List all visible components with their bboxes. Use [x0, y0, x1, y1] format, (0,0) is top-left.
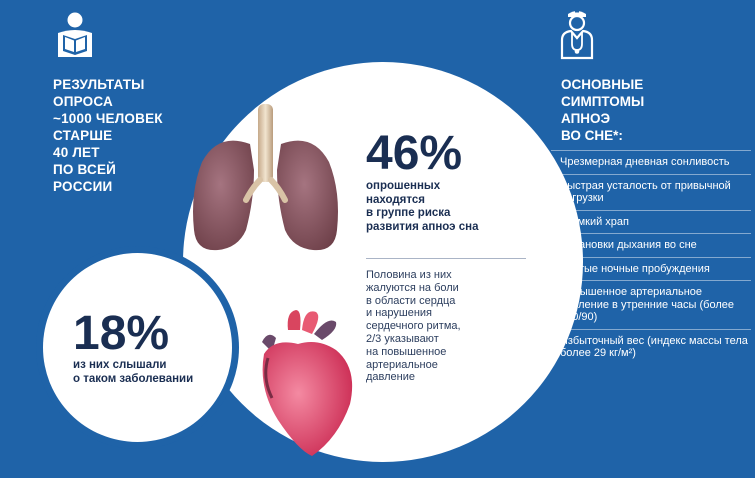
- survey-line: ПО ВСЕЙ: [53, 162, 117, 177]
- survey-line: РЕЗУЛЬТАТЫ: [53, 77, 145, 92]
- detail-line: артериальное: [366, 358, 438, 371]
- doctor-icon: [559, 8, 595, 60]
- detail-line: сердечного ритма,: [366, 320, 461, 333]
- survey-line: РОССИИ: [53, 179, 113, 194]
- awareness-line: о таком заболевании: [73, 373, 194, 385]
- symptoms-title-line: ОСНОВНЫЕ: [561, 77, 644, 92]
- awareness-description: [73, 358, 223, 386]
- survey-title: [53, 76, 203, 195]
- risk-line: развития апноэ сна: [366, 220, 479, 233]
- symptoms-title-line: АПНОЭ: [561, 111, 611, 126]
- symptom-item: Избыточный вес (индекс массы тела более 29 кг/м²): [551, 329, 751, 365]
- symptom-item: Чрезмерная дневная сонливость: [551, 150, 751, 174]
- person-reading-icon: [52, 11, 98, 59]
- survey-line: ~1000 ЧЕЛОВЕК: [53, 111, 163, 126]
- detail-line: на повышенное: [366, 345, 447, 358]
- detail-line: 2/3 указывают: [366, 332, 439, 345]
- symptom-item: Частые ночные пробуждения: [551, 257, 751, 281]
- detail-line: в области сердца: [366, 294, 456, 307]
- detail-text: [366, 269, 516, 384]
- survey-line: СТАРШЕ: [53, 128, 113, 143]
- symptoms-title-line: СИМПТОМЫ: [561, 94, 645, 109]
- detail-line: и нарушения: [366, 307, 433, 320]
- survey-line: 40 ЛЕТ: [53, 145, 100, 160]
- lungs-illustration: [188, 100, 343, 260]
- detail-line: Половина из них: [366, 269, 452, 281]
- detail-line: давление: [366, 371, 416, 384]
- detail-line: жалуются на боли: [366, 281, 459, 294]
- risk-description: [366, 180, 536, 234]
- symptoms-list: [551, 150, 751, 365]
- symptom-item: Повышенное артериальное давление в утренние часы (более 140/90): [551, 280, 751, 329]
- awareness-percentage: 18%: [73, 307, 170, 360]
- survey-line: ОПРОСА: [53, 94, 113, 109]
- risk-line: в группе риска: [366, 207, 451, 219]
- awareness-line: из них слышали: [73, 359, 167, 371]
- symptom-item: Громкий храп: [551, 210, 751, 234]
- risk-percentage: 46%: [366, 127, 463, 180]
- symptoms-title-line: ВО СНЕ*:: [561, 128, 623, 143]
- heart-illustration: [248, 308, 358, 458]
- risk-line: находятся: [366, 193, 425, 206]
- symptom-item: Быстрая усталость от привычной нагрузки: [551, 174, 751, 210]
- symptoms-title: [561, 76, 721, 144]
- symptom-item: Остановки дыхания во сне: [551, 233, 751, 257]
- divider: [366, 258, 526, 259]
- risk-line: опрошенных: [366, 180, 441, 192]
